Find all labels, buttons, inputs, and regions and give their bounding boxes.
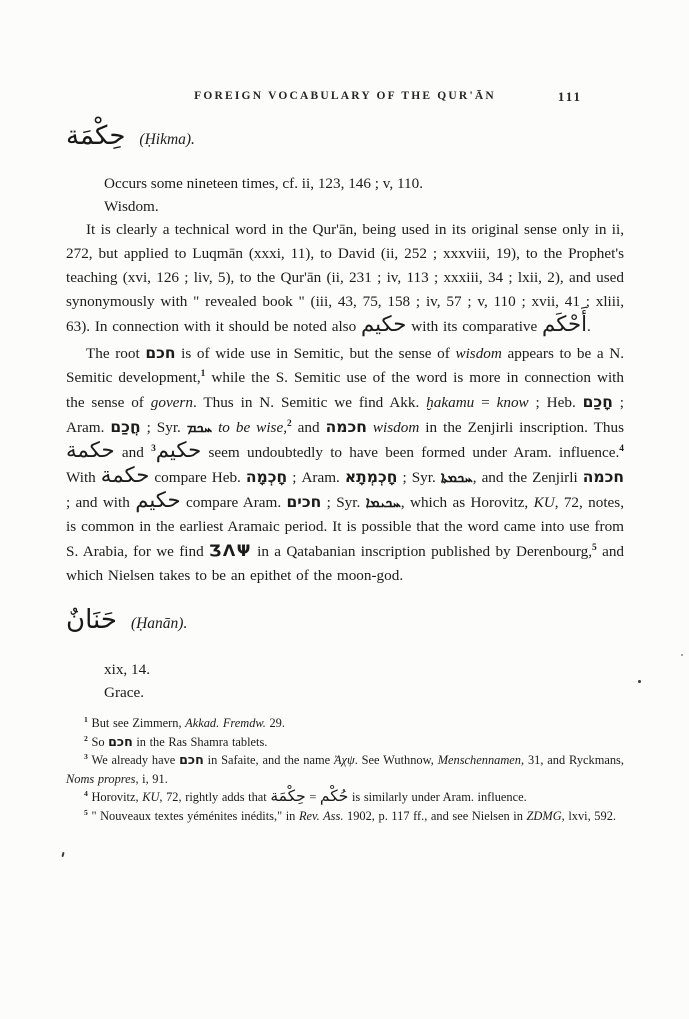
arabic-word: حُكْم	[319, 787, 349, 806]
footnote-marker: 3	[151, 443, 156, 454]
italic-text: KU	[533, 494, 555, 511]
hebrew-word: חָכְמְתָא	[344, 468, 398, 486]
ink-speck	[681, 654, 683, 656]
text-run: " Nouveaux textes yéménites inédits," in	[87, 808, 299, 823]
text-run: We already have	[87, 753, 180, 768]
footnote-marker: 2	[84, 733, 88, 743]
text-run: =	[305, 790, 320, 805]
footnote-marker: 2	[286, 418, 292, 429]
headword-line	[66, 122, 624, 162]
text-run: With	[66, 469, 101, 486]
text-run: and which Nielsen takes to be an epithet of the moon-god.	[66, 543, 625, 584]
text-run: , and the Zenjirli	[472, 469, 583, 486]
syriac-word: ܚܟܝܡܐ	[365, 495, 401, 511]
body-paragraph	[66, 341, 624, 588]
page-number: 111	[557, 89, 582, 104]
hebrew-word: חכים	[286, 493, 322, 511]
text-run: ; Heb.	[528, 394, 583, 411]
text-run: =	[474, 394, 497, 411]
headword-line	[66, 606, 624, 646]
footnote-marker: 4	[84, 789, 88, 799]
text-run: is of wide use in Semitic, but the sense of	[175, 345, 456, 362]
footnote-marker: 4	[619, 443, 624, 454]
text-run: in the Zenjirli inscription. Thus	[419, 419, 625, 436]
headword-transliteration: (Ḥanān).	[130, 615, 188, 632]
hebrew-word: חכם	[108, 733, 133, 749]
italic-text: KU	[142, 790, 160, 805]
gloss: Wisdom.	[104, 198, 159, 215]
text-run: Horovitz,	[87, 790, 143, 805]
italic-text: Noms propres	[66, 771, 136, 786]
text-run: ; Syr.	[321, 494, 366, 511]
occurrence-reference: xix, 14.	[104, 661, 150, 678]
text-run: is similarly under Aram. influence.	[348, 790, 527, 805]
text-run: But see Zimmern,	[87, 716, 186, 730]
text-run: , 72, rightly adds that	[159, 790, 271, 805]
italic-text: wisdom	[372, 419, 420, 436]
greek-name: Ἀχψ	[333, 753, 355, 768]
italic-text: ḫakamu	[426, 394, 475, 411]
arabic-headword: حَنَانٌ	[66, 605, 117, 635]
entry-hanan	[66, 606, 624, 704]
text-run: ; Syr.	[397, 469, 441, 486]
italic-text: Akkad. Fremdw.	[185, 716, 266, 730]
text-run: ; and with	[66, 494, 136, 511]
arabic-word: حكيم	[360, 312, 407, 337]
footnote	[66, 733, 624, 752]
text-run: So	[87, 734, 109, 749]
text-block	[66, 90, 624, 826]
footnote	[66, 751, 624, 788]
occurrence-reference: Occurs some nineteen times, cf. ii, 123, 146 ; v, 110.	[104, 175, 424, 192]
text-run: compare Heb.	[149, 469, 246, 486]
hebrew-word: חָכְמָה	[245, 468, 288, 486]
text-run: ; Syr.	[140, 419, 187, 436]
footnote	[66, 714, 624, 733]
hebrew-word: חכם	[145, 344, 176, 362]
syriac-word: ܚܟܡ	[186, 420, 213, 436]
footnote-marker: 5	[84, 807, 88, 817]
text-run: . See Wuthnow,	[354, 753, 438, 768]
text-run: .	[587, 318, 591, 335]
text-run: . Thus in N. Semitic we find Akk.	[192, 394, 427, 411]
text-run: and	[291, 419, 326, 436]
italic-text: wisdom	[455, 345, 502, 362]
italic-text: ZDMG	[526, 808, 562, 823]
italic-text: to be wise	[218, 419, 284, 436]
text-run: in a Qatabanian inscription published by Derenbourg,	[251, 543, 593, 560]
syriac-word: ܚܟܡܬܐ	[440, 470, 473, 486]
arabic-word: حكيم	[155, 438, 202, 463]
text-run: seem undoubtedly to have been formed under Aram. influence.	[201, 444, 620, 461]
text-run: in the Ras Shamra tablets.	[132, 734, 268, 749]
text-run: in Safaite, and the name	[203, 753, 334, 768]
text-run: with its comparative	[406, 318, 543, 335]
text-run: , i, 91.	[135, 771, 168, 786]
text-run: compare Aram.	[180, 494, 287, 511]
arabic-word: حكمة	[66, 438, 115, 463]
arabic-word: أَحْكَم	[542, 312, 587, 337]
italic-text: Rev. Ass.	[298, 808, 344, 823]
hebrew-word: חכמה	[325, 418, 367, 436]
hebrew-word: חכם	[179, 752, 204, 768]
arabic-word: حكمة	[100, 463, 150, 488]
gloss: Grace.	[104, 684, 145, 701]
running-header-title: FOREIGN VOCABULARY OF THE QUR'ĀN	[194, 90, 496, 102]
ink-speck	[638, 680, 641, 683]
text-run: ; Aram.	[66, 394, 624, 436]
footnote	[66, 807, 624, 826]
south-arabian-word: ƷΛΨ	[209, 541, 252, 560]
text-run: , 72, notes, is common in the earliest Aramaic period. It is possible that the word came into use from S. Arabia, for we find	[66, 494, 625, 560]
hebrew-word: חָכַם	[582, 393, 613, 411]
arabic-word: حكيم	[135, 488, 181, 513]
text-run: appears to be a N. Semitic development,	[66, 345, 625, 386]
text-run: ,	[283, 419, 287, 436]
text-run: ; Aram.	[287, 469, 345, 486]
footnote-marker: 3	[84, 752, 88, 762]
text-run: 1902, p. 117 ff., and see Nielsen in	[343, 808, 527, 823]
footnote	[66, 788, 624, 807]
italic-text: govern	[150, 394, 193, 411]
headword-transliteration: (Ḥikma).	[139, 131, 195, 148]
text-run: It is clearly a technical word in the Qur'ān, being used in its original sense only in ii, 272, but applied to Luqmān (xxxi, 11), to David (ii, 252 ; xxxviii, 19), to the Prophet's teaching (xvi, 126 ; liv, 5), to the Qur'ān (ii, 231 ; iv, 113 ; xxxiii, 34 ; lxii, 2), and used synonymously with " revealed book " (iii, 43, 75, 158 ; iv, 57 ; v, 110 ; xvii, 41 ; xliii, 63). In connection with it should be noted also	[66, 221, 624, 335]
text-run: 29.	[265, 716, 285, 730]
body-paragraph	[66, 218, 624, 339]
text-run: while the S. Semitic use of the word is more in connection with the sense of	[66, 369, 624, 411]
text-run: , which as Horovitz,	[400, 494, 534, 511]
arabic-word: حِكْمَة	[270, 787, 306, 806]
italic-text: Menschennamen	[437, 753, 521, 768]
text-run: and	[114, 444, 152, 461]
footnotes-block	[66, 714, 624, 826]
text-run: The root	[86, 345, 146, 362]
arabic-headword: حِكْمَة	[66, 121, 126, 151]
footnote-marker: 1	[200, 368, 206, 379]
entry-hikma	[66, 122, 624, 588]
running-header	[66, 90, 624, 108]
italic-text: know	[496, 394, 529, 411]
text-run: , 31, and Ryckmans,	[520, 753, 624, 768]
text-run: , lxvi, 592.	[561, 808, 616, 823]
footnote-marker: 1	[84, 714, 88, 724]
footnote-marker: 5	[592, 542, 597, 553]
hebrew-word: חֲכַם	[110, 418, 141, 436]
hebrew-word: חכמה	[582, 468, 624, 486]
ink-speck	[61, 852, 64, 857]
